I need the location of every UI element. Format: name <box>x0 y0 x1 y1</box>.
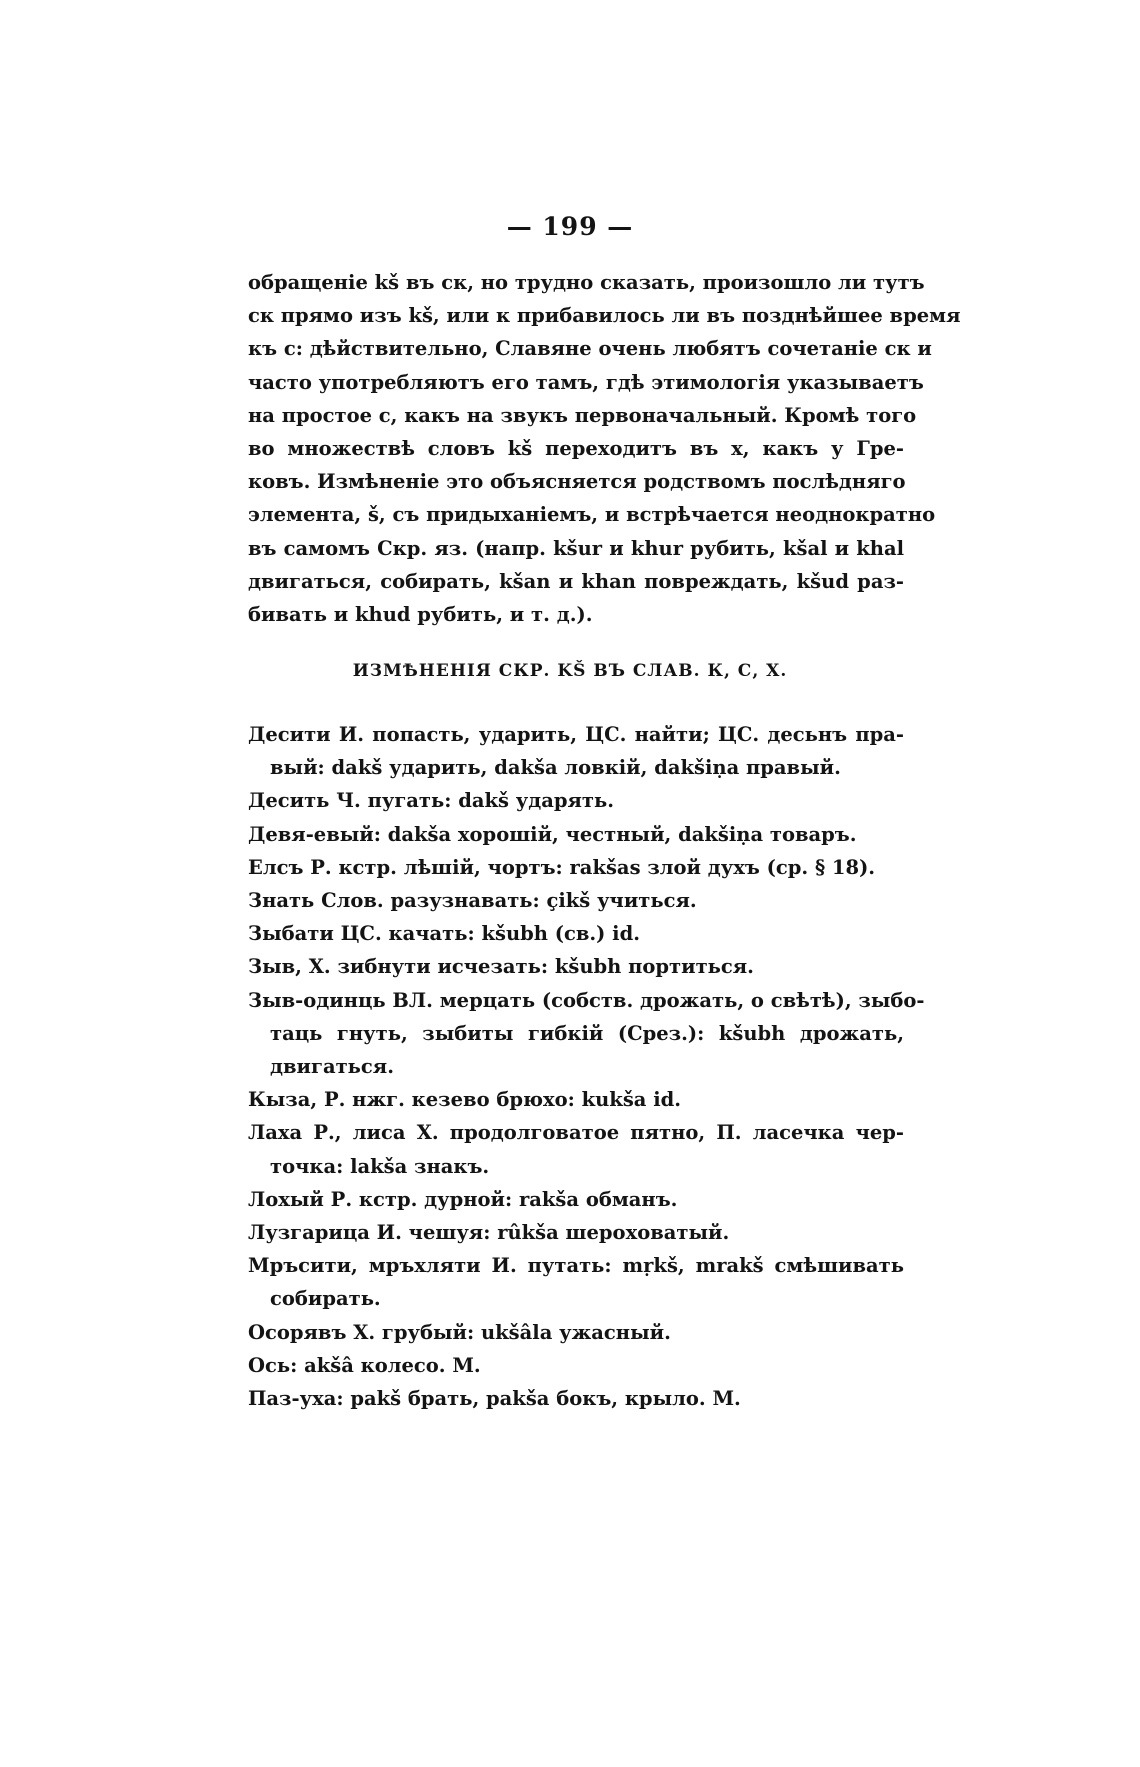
entry-line: Десить Ч. пугать: dakš ударять. <box>248 789 615 813</box>
entry-line: Лузгарица И. чешуя: rûkša шероховатый. <box>248 1221 730 1245</box>
dictionary-entry <box>248 1316 904 1349</box>
entry-line: Зыбати ЦС. качать: kšubh (св.) id. <box>248 922 641 946</box>
dictionary-entry <box>248 1216 904 1249</box>
paragraph-line: обращеніе kš въ ск, но трудно сказать, произошло ли тутъ <box>248 271 925 294</box>
intro-paragraph <box>248 266 961 631</box>
dictionary-entry <box>248 1349 904 1382</box>
entry-line: Девя-евый: dakša хорошій, честный, dakšiṇa товаръ. <box>248 822 857 846</box>
entry-line: Кыза, Р. нжг. кезево брюхо: kukša id. <box>248 1088 682 1112</box>
entry-line: Мръсити, мръхляти И. путать: mṛkš, mrakš смѣшивать <box>248 1254 904 1278</box>
entry-line: Елсъ Р. кстр. лѣшій, чортъ: rakšas злой духъ (ср. § 18). <box>248 855 876 879</box>
dictionary-entry <box>248 1382 904 1415</box>
dictionary-entry <box>248 917 904 950</box>
entry-line: двигаться. <box>270 1055 394 1079</box>
paragraph-line: элемента, š, съ придыханіемъ, и встрѣчается неоднократно <box>248 503 936 527</box>
dictionary-entry <box>248 1183 904 1216</box>
entry-line: Зыв-одинць ВЛ. мерцать (собств. дрожать, о свѣтѣ), зыбо- <box>248 988 925 1012</box>
entry-line: Паз-уха: pakš брать, pakša бокъ, крыло. М. <box>248 1387 741 1411</box>
paragraph-line: во множествѣ словъ kš переходитъ въ x, какъ у Гре- <box>248 437 904 461</box>
entry-line: Ось: akšâ колесо. М. <box>248 1353 481 1377</box>
entry-line: Лаха Р., лиса Х. продолговатое пятно, П. ласечка чер- <box>248 1121 904 1145</box>
dictionary-entry <box>248 784 904 817</box>
dictionary-entry <box>248 718 904 784</box>
paragraph-line: часто употребляютъ его тамъ, гдѣ этимологія указываетъ <box>248 370 924 394</box>
dictionary-entry <box>248 851 904 884</box>
dictionary-entries <box>248 718 925 1415</box>
entry-line: точка: lakša знакъ. <box>270 1154 490 1178</box>
paragraph-line: на простое с, какъ на звукъ первоначальный. Кромѣ того <box>248 403 917 427</box>
entry-line: Осорявъ Х. грубый: ukšâla ужасный. <box>248 1320 671 1344</box>
paragraph-line: двигаться, собирать, kšan и khan повреждать, kšud раз- <box>248 569 904 593</box>
entry-line: Знать Слов. разузнавать: çikš учиться. <box>248 889 697 913</box>
dictionary-entry <box>248 884 904 917</box>
paragraph-line: къ с: дѣйствительно, Славяне очень любятъ сочетаніе ск и <box>248 337 932 361</box>
paragraph-line: ск прямо изъ kš, или к прибавилось ли въ позднѣйшее время <box>248 304 961 328</box>
dictionary-entry <box>248 1116 904 1182</box>
entry-line: собирать. <box>270 1287 381 1311</box>
entry-line: Зыв, Х. зибнути исчезать: kšubh портиться. <box>248 955 754 979</box>
entry-line: Десити И. попасть, ударить, ЦС. найти; ЦС. десьнъ пра- <box>248 723 904 746</box>
dictionary-entry <box>248 1083 904 1116</box>
page-number: — 199 — <box>506 212 634 241</box>
entry-line: таць гнуть, зыбиты гибкій (Срез.): kšubh дрожать, <box>270 1021 904 1045</box>
paragraph-line: въ самомъ Скр. яз. (напр. kšur и khur рубить, kšal и khal <box>248 536 904 560</box>
section-title: ИЗМѢНЕНІЯ СКР. KŠ ВЪ СЛАВ. К, С, Х. <box>352 661 788 681</box>
paragraph-line: ковъ. Измѣненіе это объясняется родствомъ послѣдняго <box>248 470 906 494</box>
dictionary-entry <box>248 1249 904 1315</box>
dictionary-entry <box>248 818 904 851</box>
entry-line: Лохый Р. кстр. дурной: rakša обманъ. <box>248 1187 678 1211</box>
entry-line: вый: dakš ударить, dakša ловкій, dakšiṇa правый. <box>270 756 841 780</box>
paragraph-line: бивать и khud рубить, и т. д.). <box>248 603 593 627</box>
dictionary-entry <box>248 984 925 1084</box>
dictionary-entry <box>248 950 904 983</box>
